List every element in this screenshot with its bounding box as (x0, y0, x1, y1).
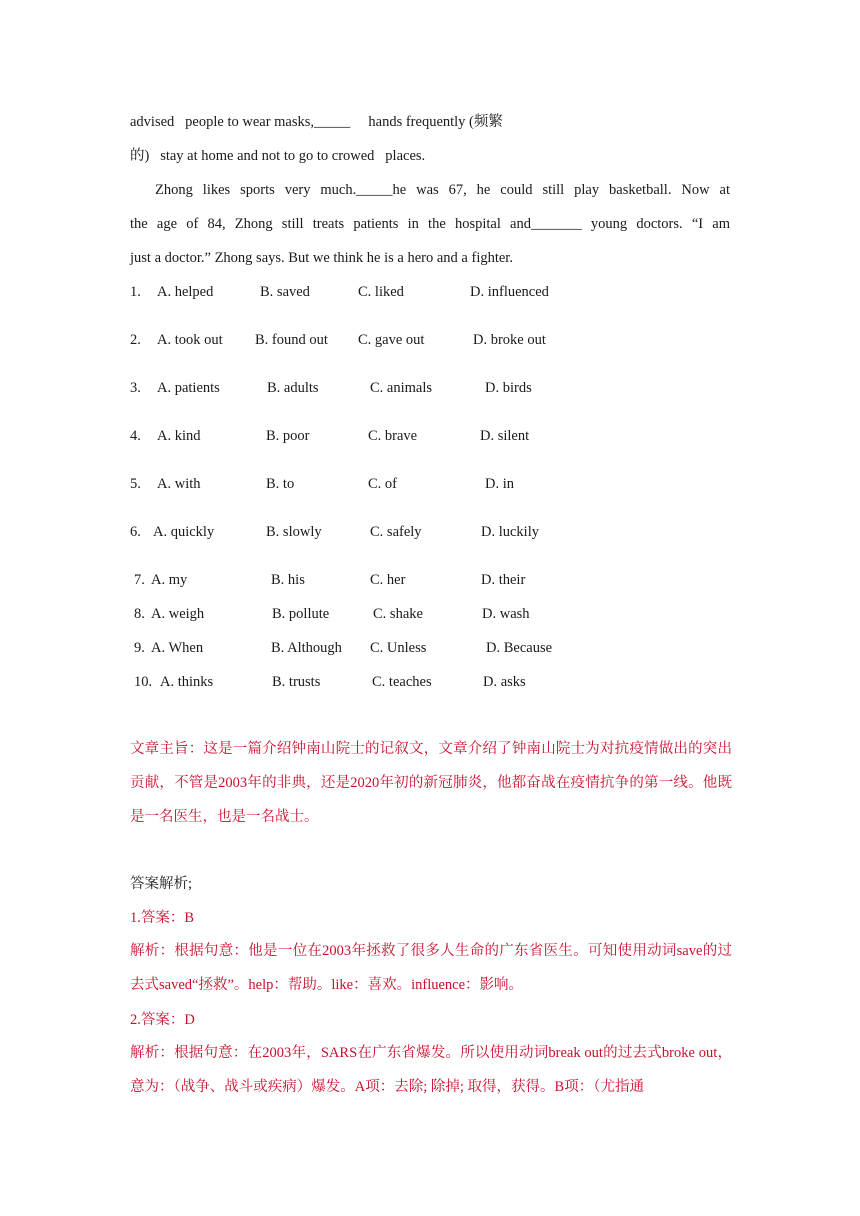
option-b: B. his (271, 572, 305, 588)
option-c: C. teaches (372, 674, 432, 690)
passage-line-2: 的) stay at home and not to go to crowed places. (130, 148, 426, 164)
option-b: B. saved (260, 284, 310, 300)
passage-line-4: the age of 84, Zhong still treats patients in the hospital and_______ young doctors. “I am (130, 216, 730, 232)
option-c: C. gave out (358, 332, 425, 348)
option-b: B. found out (255, 332, 328, 348)
option-b: B. trusts (272, 674, 321, 690)
option-d: D. influenced (470, 284, 549, 300)
question-number: 4. (130, 428, 141, 444)
option-c: C. safely (370, 524, 422, 540)
question-number: 6. (130, 524, 141, 540)
answers-heading: 答案解析; (130, 876, 193, 892)
option-c: C. shake (373, 606, 423, 622)
option-d: D. Because (486, 640, 553, 656)
option-c: C. of (368, 476, 397, 492)
option-d: D. birds (485, 380, 532, 396)
option-b: B. pollute (272, 606, 330, 622)
question-number: 3. (130, 380, 141, 396)
option-a: A. When (151, 640, 204, 656)
option-d: D. broke out (473, 332, 546, 348)
option-a: A. thinks (160, 674, 214, 690)
explanation-2: 解析：根据句意：在2003年，SARS在广东省爆发。所以使用动词break out的过去式broke out，意为：（战争、战斗或疾病）爆发。A项：去除; 除掉; 取得，获得。B项：（尤指通 (130, 1045, 732, 1095)
option-a: A. quickly (153, 524, 215, 540)
explanation-1: 解析：根据句意：他是一位在2003年拯救了很多人生命的广东省医生。可知使用动词save的过去式saved“拯救”。help：帮助。like：喜欢。influence：影响。 (130, 943, 732, 993)
option-b: B. poor (266, 428, 310, 444)
option-c: C. brave (368, 428, 418, 444)
option-b: B. slowly (266, 524, 322, 540)
summary-paragraph: 文章主旨：这是一篇介绍钟南山院士的记叙文，文章介绍了钟南山院士为对抗疫情做出的突出贡献，不管是2003年的非典，还是2020年初的新冠肺炎，他都奋战在疫情抗争的第一线。他既是一名医生，也是一名战士。 (130, 741, 732, 825)
passage-line-3: Zhong likes sports very much._____he was 67, he could still play basketball. Now at (155, 182, 730, 198)
option-c: C. liked (358, 284, 404, 300)
option-d: D. wash (482, 606, 530, 622)
passage-line-5: just a doctor.” Zhong says. But we think he is a hero and a fighter. (130, 250, 513, 266)
option-a: A. took out (157, 332, 223, 348)
option-a: A. helped (157, 284, 214, 300)
option-c: C. Unless (370, 640, 427, 656)
option-a: A. with (157, 476, 201, 492)
question-number: 2. (130, 332, 141, 348)
option-c: C. animals (370, 380, 433, 396)
question-number: 5. (130, 476, 141, 492)
option-d: D. luckily (481, 524, 539, 540)
question-number: 7. (134, 572, 145, 588)
option-a: A. kind (157, 428, 201, 444)
option-a: A. patients (157, 380, 220, 396)
question-number: 1. (130, 284, 141, 300)
question-number: 8. (134, 606, 145, 622)
question-number: 9. (134, 640, 145, 656)
answer-2: 2.答案：D (130, 1012, 195, 1028)
option-d: D. silent (480, 428, 530, 444)
option-b: B. to (266, 476, 295, 492)
option-c: C. her (370, 572, 406, 588)
answer-1: 1.答案：B (130, 910, 195, 926)
option-d: D. asks (483, 674, 526, 690)
question-number: 10. (134, 674, 153, 690)
option-b: B. Although (271, 640, 342, 656)
option-a: A. my (151, 572, 188, 588)
option-d: D. their (481, 572, 526, 588)
option-b: B. adults (267, 380, 319, 396)
option-a: A. weigh (151, 606, 205, 622)
passage-line-1: advised people to wear masks,_____ hands frequently (频繁 (130, 114, 503, 130)
option-d: D. in (485, 476, 514, 492)
